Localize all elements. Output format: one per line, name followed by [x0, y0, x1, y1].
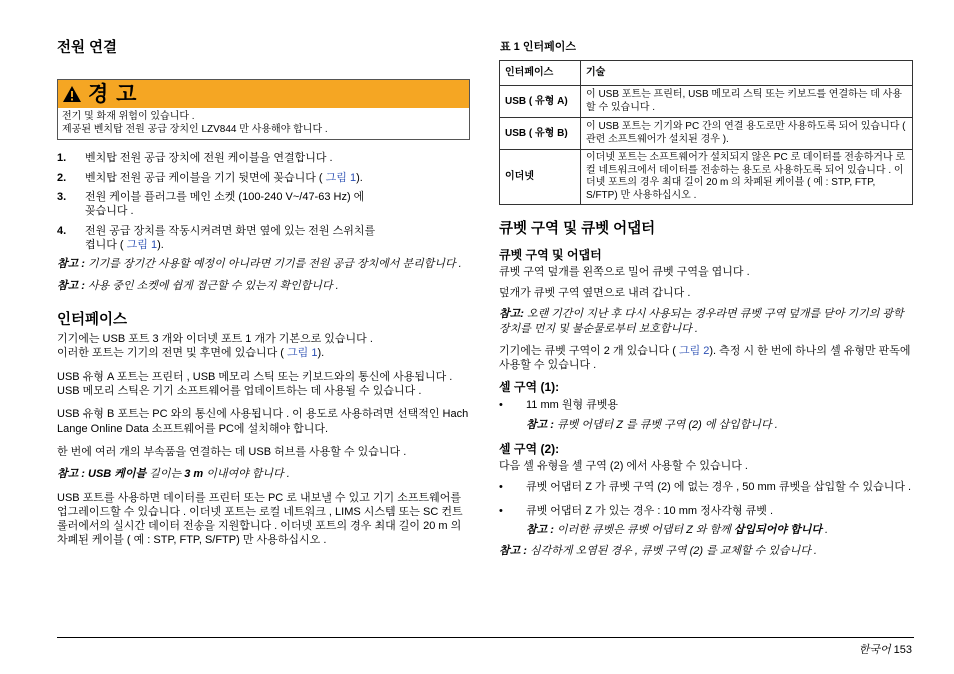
- list-item: [499, 504, 915, 518]
- note: [57, 467, 470, 481]
- table-row: [500, 150, 913, 205]
- step-text: 벤치탑 전원 공급 장치에 전원 케이블을 연결합니다 .: [85, 152, 333, 165]
- list-item-text: 11 mm 원형 큐벳용: [526, 399, 619, 412]
- step-item: [57, 171, 470, 185]
- interface-table: [499, 60, 913, 205]
- warning-line: 제공된 벤치탑 전원 공급 장치인 LZV844 만 사용해야 합니다 .: [62, 124, 328, 136]
- bullet-icon: •: [499, 481, 503, 494]
- note-label: 참고 :: [526, 418, 554, 431]
- figure-link[interactable]: 그림 1: [126, 238, 158, 251]
- step-number: 4.: [57, 224, 67, 237]
- cell-zone-1-list: [499, 398, 915, 412]
- power-steps: [57, 151, 470, 252]
- note-label: 참고 :: [526, 523, 554, 536]
- table-cell-name: 이더넷: [500, 150, 581, 205]
- warning-title: 경 고: [88, 82, 138, 106]
- note-text: 이내여야 합니다 .: [203, 468, 290, 481]
- note-text: 이러한 큐벳은 큐벳 어댑터 Z 와 함께: [553, 523, 734, 536]
- note-label: 참고 : USB 케이블: [57, 468, 147, 481]
- footer-divider: [57, 637, 914, 638]
- table-row: [500, 86, 913, 118]
- cell-zone-2-list: [499, 480, 915, 518]
- warning-box: [57, 79, 470, 140]
- paragraph-text: ).: [317, 347, 325, 360]
- note-text: 심각하게 오염된 경우 , 큐벳 구역 (2) 를 교체할 수 있습니다 .: [526, 545, 817, 558]
- table-cell-desc: 이 USB 포트는 기기와 PC 간의 연결 용도로만 사용하도록 되어 있습니다 ( 관련 소프트웨어가 설치된 경우 ).: [581, 118, 913, 150]
- cell-zone-2-heading: 셀 구역 (2):: [499, 442, 560, 457]
- list-item-text: 큐벳 어댑터 Z 가 있는 경우 : 10 mm 정사각형 큐벳 .: [526, 504, 774, 517]
- paragraph: 한 번에 여러 개의 부속품을 연결하는 데 USB 허브를 사용할 수 있습니다 .: [57, 445, 407, 458]
- note-text: 기기를 장기간 사용할 예정이 아니라면 기기를 전원 공급 장치에서 분리합니다 .: [84, 258, 462, 271]
- step-text-part: 켭니다 (: [85, 238, 127, 251]
- note: [526, 523, 915, 537]
- note-bold: 3 m: [184, 468, 204, 481]
- table-cell-desc: 이 USB 포트는 프린터, USB 메모리 스틱 또는 키보드를 연결하는 데 사용할 수 있습니다 .: [581, 86, 913, 118]
- interface-heading: 인터페이스: [57, 311, 128, 328]
- paragraph: 큐벳 구역 덮개를 왼쪽으로 밀어 큐벳 구역을 엽니다 .: [499, 265, 750, 278]
- step-text: [85, 190, 470, 219]
- page-number: 153: [893, 644, 912, 656]
- figure-link[interactable]: 그림 1: [287, 347, 318, 360]
- step-text-part: ).: [356, 171, 363, 184]
- step-text-part: ).: [157, 238, 164, 251]
- step-item: [57, 190, 470, 219]
- paragraph-text: ). 측정 시 한 번에 하나의 셀 유형만 판독에 사용할 수 있습니다 .: [499, 344, 911, 372]
- note-bold: 삽입되어야 합니다: [733, 523, 822, 536]
- warning-line: 전기 및 화재 위험이 있습니다 .: [62, 111, 195, 123]
- paragraph: [499, 344, 915, 373]
- paragraph-text: 기기에는 큐벳 구역이 2 개 있습니다 (: [499, 344, 679, 357]
- note-text: .: [822, 523, 829, 536]
- paragraph-text: 기기에는 USB 포트 3 개와 이더넷 포트 1 개가 기본으로 있습니다 .: [57, 333, 373, 346]
- note-text: 길이는: [146, 468, 185, 481]
- step-number: 2.: [57, 171, 67, 184]
- note-label: 참고:: [499, 308, 524, 321]
- cell-zone-1-heading: 셀 구역 (1):: [499, 380, 560, 395]
- table-cell-desc: 이더넷 포트는 소프트웨어가 설치되지 않은 PC 로 데이터를 전송하거나 로컬 네트워크에서 데이터를 전송하는 용도로 사용하도록 되어 있습니다 . 이더넷 포트의 경우 최대 길이 20 m 의 차폐된 케이블 ( 예 : STP, FTP, S/FTP) 만 사용하십시오 .: [581, 150, 913, 205]
- right-column: [499, 40, 915, 559]
- table-header-cell: 기술: [581, 61, 913, 86]
- note-text: 큐벳 어댑터 Z 를 큐벳 구역 (2) 에 삽입합니다 .: [553, 418, 778, 431]
- bullet-icon: •: [499, 399, 503, 412]
- step-text-part: 꽂습니다 .: [85, 205, 134, 218]
- note: [499, 544, 915, 558]
- table-header-cell: 인터페이스: [500, 61, 581, 86]
- step-item: [57, 151, 470, 165]
- note: [57, 279, 470, 293]
- paragraph: USB 유형 A 포트는 프린터 , USB 메모리 스틱 또는 키보드와의 통신에 사용됩니다 . USB 메모리 스틱은 기기 소프트웨어를 업데이트하는 데 사용될 수 있습니다 .: [57, 370, 453, 398]
- list-item: [499, 480, 915, 494]
- note-label: 참고 :: [57, 280, 85, 293]
- list-item: [499, 398, 915, 412]
- step-text-part: 전원 공급 장치를 작동시켜려면 화면 옆에 있는 전원 스위치를: [85, 224, 376, 237]
- page-footer: [859, 643, 912, 657]
- list-item-text: 큐벳 어댑터 Z 가 큐벳 구역 (2) 에 없는 경우 , 50 mm 큐벳을 삽입할 수 있습니다 .: [526, 481, 912, 494]
- warning-body: [58, 108, 469, 139]
- cuvette-heading: 큐벳 구역 및 큐벳 어댑터: [499, 221, 656, 238]
- step-number: 3.: [57, 190, 67, 203]
- bullet-icon: •: [499, 504, 503, 517]
- table-cell-name: USB ( 유형 A): [500, 86, 581, 118]
- step-number: 1.: [57, 152, 67, 165]
- table-header-row: [500, 61, 913, 86]
- figure-link[interactable]: 그림 1: [325, 171, 357, 184]
- step-text: [85, 224, 470, 253]
- warning-header: [58, 80, 469, 108]
- step-text-part: 전원 케이블 플러그를 메인 소켓 (100-240 V~/47-63 Hz) 에: [85, 190, 365, 203]
- note-label: 참고 :: [57, 258, 85, 271]
- note-text: 사용 중인 소켓에 쉽게 접근할 수 있는지 확인합니다 .: [84, 280, 339, 293]
- step-text: [85, 171, 470, 185]
- paragraph: 다음 셀 유형을 셀 구역 (2) 에서 사용할 수 있습니다 .: [499, 460, 748, 473]
- note-text: 오랜 기간이 지난 후 다시 사용되는 경우라면 큐벳 구역 덮개를 닫아 기기의 광학 장치를 먼지 및 불순물로부터 보호합니다 .: [499, 308, 904, 335]
- paragraph: 덮개가 큐벳 구역 옆면으로 내려 갑니다 .: [499, 286, 691, 299]
- step-item: [57, 224, 470, 253]
- paragraph: USB 포트를 사용하면 데이터를 프린터 또는 PC 로 내보낼 수 있고 기기 소프트웨어를 업그레이드할 수 있습니다 . 이더넷 포트는 로컬 네트워크 , LIMS 시스템 또는 SC 컨트롤러에서의 실시간 데이터 전송을 지원합니다 . 이더넷 포트의 경우 최대 길이 20 m 의 차폐된 케이블 ( 예 : STP, FTP, S/FTP) 만 사용하십시오 .: [57, 491, 463, 547]
- step-text-part: 벤치탑 전원 공급 케이블을 기기 뒷면에 꽂습니다 (: [85, 171, 326, 184]
- table-caption: 표 1 인터페이스: [500, 41, 576, 53]
- warning-triangle-icon: [62, 85, 82, 103]
- left-column: [57, 40, 470, 548]
- footer-language: 한국어: [858, 644, 891, 656]
- power-connection-heading: 전원 연결: [57, 40, 118, 56]
- table-cell-name: USB ( 유형 B): [500, 118, 581, 150]
- note-label: 참고 :: [499, 545, 527, 558]
- paragraph: [57, 332, 470, 361]
- figure-link[interactable]: 그림 2: [678, 344, 710, 357]
- note: [526, 418, 915, 432]
- note: [57, 257, 470, 271]
- cuvette-subheading: 큐벳 구역 및 어댑터: [499, 247, 602, 262]
- table-row: [500, 118, 913, 150]
- paragraph: USB 유형 B 포트는 PC 와의 통신에 사용됩니다 . 이 용도로 사용하려면 선택적인 Hach Lange Online Data 소프트웨어를 PC에 설치해야 합니다.: [57, 408, 469, 435]
- paragraph-text: 이러한 포트는 기기의 전면 및 후면에 있습니다 (: [57, 347, 288, 360]
- note: [499, 307, 915, 336]
